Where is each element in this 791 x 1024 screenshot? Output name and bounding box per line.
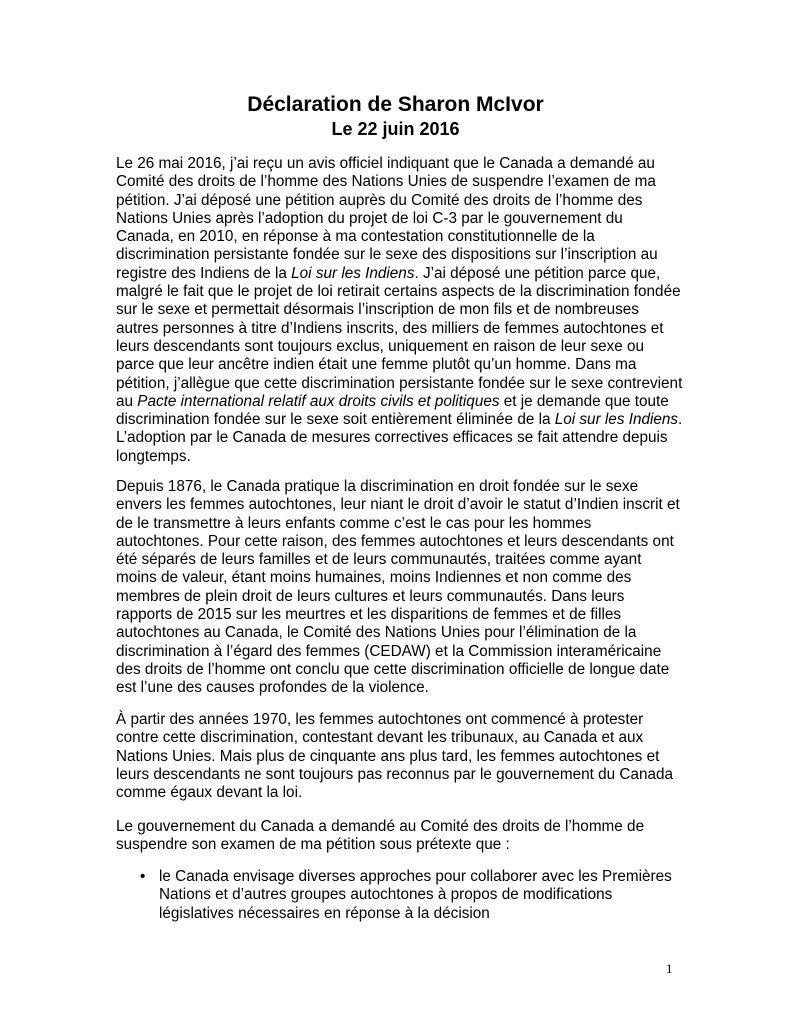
paragraph-1-italic-law-1: Loi sur les Indiens: [291, 264, 415, 282]
bullet-marker: •: [140, 868, 146, 885]
paragraph-1-text-c: et je demande que toute discrimination fondée sur le sexe soit entièrement éliminée de la: [116, 392, 669, 429]
paragraph-2: Depuis 1876, le Canada pratique la discrimination en droit fondée sur le sexe envers les femmes autochtones, leur niant le droit d’avoir le statut d’Indien inscrit et de le transmettre à leurs enfants comme c’est le cas pour les hommes autochtones. Pour cette raison, des femmes autochtones et leurs descendants ont été séparés de leurs familles et de leurs communautés, traitées comme ayant moins de valeur, étant moins humaines, moins Indiennes et non comme des membres de plein droit de leurs cultures et leurs communautés. Dans leurs rapports de 2015 sur les meurtres et les disparitions de femmes et de filles autochtones au Canada, le Comité des Nations Unies pour l’élimination de la discrimination à l’égard des femmes (CEDAW) et la Commission interaméricaine des droits de l’homme ont conclu que cette discrimination officielle de longue date est l’une des causes profondes de la violence.: [116, 478, 680, 697]
bullet-text: le Canada envisage diverses approches pour collaborer avec les Premières Nations et d’autres groupes autochtones à propos de modifications législatives nécessaires en réponse à la décision: [159, 868, 672, 922]
bullet-item: [116, 868, 683, 923]
paragraph-1-italic-law-2: Loi sur les Indiens: [554, 411, 679, 429]
page-number: 1: [666, 961, 673, 976]
document-date: Le 22 juin 2016: [331, 119, 460, 139]
paragraph-1-italic-covenant: Pacte international relatif aux droits civils et politiques: [137, 392, 500, 410]
paragraph-1-text-d: . L’adoption par le Canada de mesures correctives efficaces se fait attendre depuis longtemps.: [116, 411, 683, 465]
document-title: Déclaration de Sharon McIvor: [247, 93, 544, 116]
paragraph-1: [116, 155, 683, 466]
bullet-list: [116, 868, 683, 923]
paragraph-3: À partir des années 1970, les femmes autochtones ont commencé à protester contre cette discrimination, contestant devant les tribunaux, au Canada et aux Nations Unies. Mais plus de cinquante ans plus tard, les femmes autochtones et leurs descendants ne sont toujours pas reconnus par le gouvernement du Canada comme égaux devant la loi.: [116, 711, 673, 802]
paragraph-1-text-b: . J’ai déposé une pétition parce que, malgré le fait que le projet de loi retirait certains aspects de la discrimination fondée sur le sexe et permettait désormais l’inscription de mon fils et de nombreuses autres personnes à titre d’Indiens inscrits, des milliers de femmes autochtones et leurs descendants sont toujours exclus, uniquement en raison de leur sexe ou parce que leur ancêtre indien était une femme plutôt qu’un homme. Dans ma pétition, j’allègue que cette discrimination persistante fondée sur le sexe contrevient au: [116, 264, 683, 410]
paragraph-1-text-a: Le 26 mai 2016, j’ai reçu un avis officiel indiquant que le Canada a demandé au Comité des droits de l’homme des Nations Unies de suspendre l’examen de ma pétition. J’ai déposé une pétition auprès du Comité des droits de l’homme des Nations Unies après l’adoption du projet de loi C-3 par le gouvernement du Canada, en 2010, en réponse à ma contestation constitutionnelle de la discrimination persistante fondée sur le sexe des dispositions sur l’inscription au registre des Indiens de la: [116, 155, 658, 282]
paragraph-4: Le gouvernement du Canada a demandé au Comité des droits de l’homme de suspendre son examen de ma pétition sous prétexte que :: [116, 818, 645, 854]
